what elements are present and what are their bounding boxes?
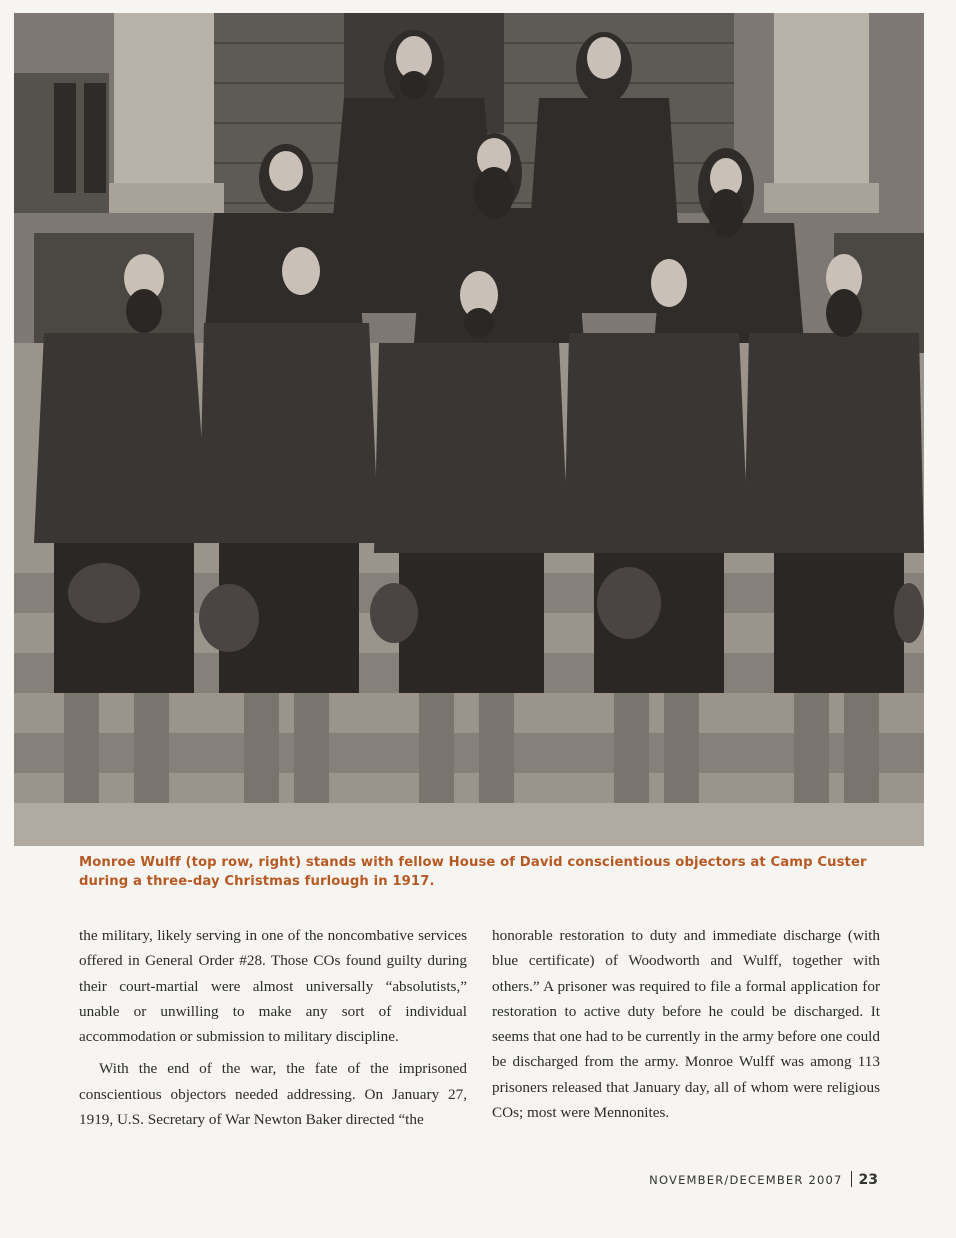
text-column-right — [492, 923, 880, 1125]
paragraph: the military, likely serving in one of the noncombative services offered in General Order #28. Those COs found guilty during their court-martial were almost universally “absolutists,” unable or unwilling to make any sort of individual accommodation or submission to military discipline. — [79, 927, 467, 1046]
text-column-left — [79, 923, 467, 1132]
issue-date: NOVEMBER/DECEMBER 2007 — [649, 1173, 843, 1187]
footer-divider — [851, 1171, 852, 1187]
paragraph: honorable restoration to duty and immediate discharge (with blue certificate) of Woodworth and Wulff, together with others.” A prisoner was required to file a formal application for restoration to active duty before he could be discharged. It seems that one had to be currently in the army before one could be discharged from the army. Monroe Wulff was among 113 prisoners released that January day, all of whom were religious COs; most were Mennonites. — [492, 927, 880, 1122]
group-photograph — [14, 13, 924, 846]
photo-caption: Monroe Wulff (top row, right) stands with fellow House of David conscientious objectors at Camp Custer during a three-day Christmas furlough in 1917. — [79, 855, 867, 889]
page-number: 23 — [858, 1172, 878, 1188]
paragraph: With the end of the war, the fate of the imprisoned conscientious objectors needed addressing. On January 27, 1919, U.S. Secretary of War Newton Baker directed “the — [79, 1060, 467, 1129]
page-footer — [649, 1171, 878, 1188]
photo-illustration — [14, 13, 924, 846]
